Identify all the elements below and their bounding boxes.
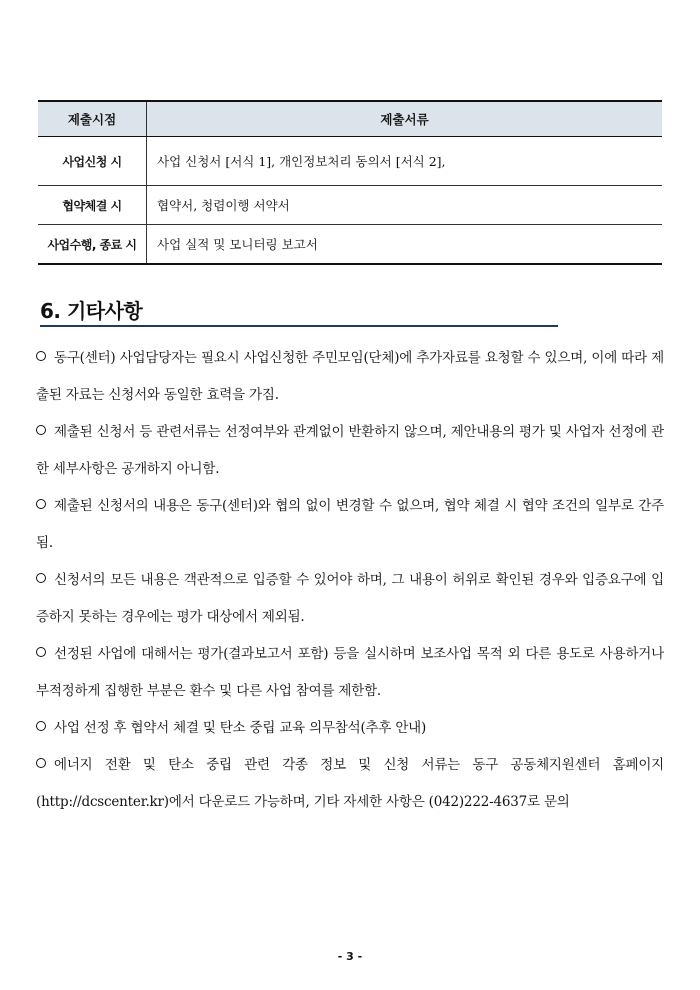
list-item-text: 제출된 신청서의 내용은 동구(센터)와 협의 없이 변경할 수 없으며, 협약 체결 시 협약 조건의 일부로 간주됨.	[36, 498, 664, 551]
circle-bullet-icon	[36, 721, 46, 731]
submission-documents-table	[38, 100, 662, 265]
list-item	[36, 562, 664, 636]
list-item	[36, 710, 664, 747]
cell-docs: 사업 신청서 [서식 1], 개인정보처리 동의서 [서식 2],	[147, 137, 663, 186]
table-header-row	[38, 101, 662, 137]
list-item-text: 에너지 전환 및 탄소 중립 관련 각종 정보 및 신청 서류는 동구 공동체지원센터 홈페이지(http://dcscenter.kr)에서 다운로드 가능하며, 기타 자세한 사항은 (042)222-4637로 문의	[36, 757, 664, 810]
table-row	[38, 186, 662, 225]
section-divider	[40, 325, 558, 327]
circle-bullet-icon	[36, 425, 46, 435]
circle-bullet-icon	[36, 573, 46, 583]
list-item	[36, 414, 664, 488]
list-item-text: 신청서의 모든 내용은 객관적으로 입증할 수 있어야 하며, 그 내용이 허위로 확인된 경우와 입증요구에 입증하지 못하는 경우에는 평가 대상에서 제외됨.	[36, 572, 664, 625]
circle-bullet-icon	[36, 647, 46, 657]
cell-time: 사업신청 시	[38, 137, 147, 186]
list-item	[36, 636, 664, 710]
circle-bullet-icon	[36, 351, 46, 361]
circle-bullet-icon	[36, 499, 46, 509]
header-submission-documents: 제출서류	[147, 101, 663, 137]
table-row	[38, 137, 662, 186]
cell-docs: 사업 실적 및 모니터링 보고서	[147, 225, 663, 265]
table-row	[38, 225, 662, 265]
list-item	[36, 747, 664, 821]
cell-time: 사업수행, 종료 시	[38, 225, 147, 265]
cell-docs: 협약서, 청렴이행 서약서	[147, 186, 663, 225]
cell-time: 협약체결 시	[38, 186, 147, 225]
list-item-text: 제출된 신청서 등 관련서류는 선정여부와 관계없이 반환하지 않으며, 제안내용의 평가 및 사업자 선정에 관한 세부사항은 공개하지 아니함.	[36, 424, 664, 477]
list-item	[36, 488, 664, 562]
page-number: - 3 -	[337, 950, 363, 963]
notes-list	[36, 340, 664, 821]
list-item-text: 사업 선정 후 협약서 체결 및 탄소 중립 교육 의무참석(추후 안내)	[54, 720, 427, 736]
list-item-text: 동구(센터) 사업담당자는 필요시 사업신청한 주민모임(단체)에 추가자료를 요청할 수 있으며, 이에 따라 제출된 자료는 신청서와 동일한 효력을 가짐.	[36, 350, 664, 403]
header-submission-time: 제출시점	[38, 101, 147, 137]
list-item	[36, 340, 664, 414]
section-title: 6. 기타사항	[40, 299, 143, 323]
list-item-text: 선정된 사업에 대해서는 평가(결과보고서 포함) 등을 실시하며 보조사업 목적 외 다른 용도로 사용하거나 부적정하게 집행한 부분은 환수 및 다른 사업 참여를 제한함.	[36, 646, 664, 699]
circle-bullet-icon	[36, 758, 46, 768]
